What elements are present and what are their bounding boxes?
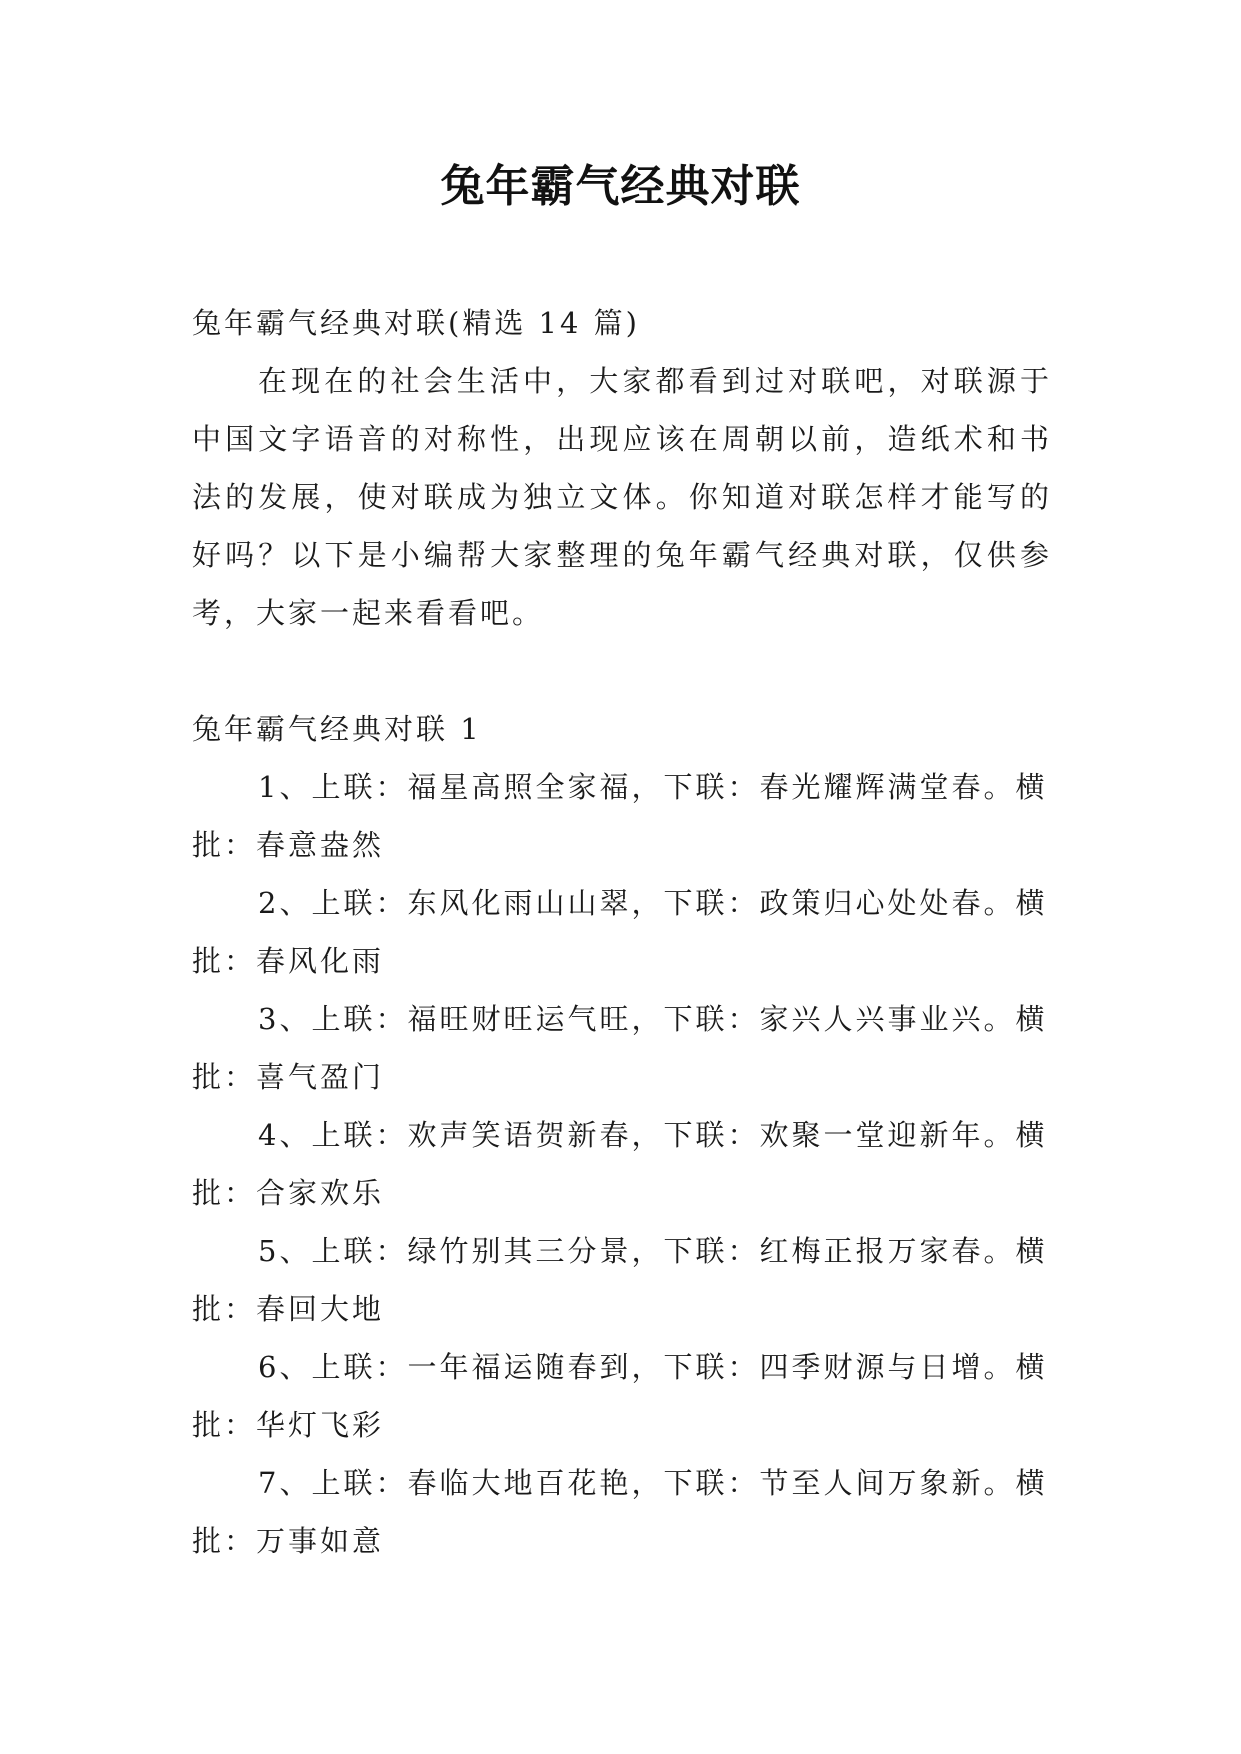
couplet-item: 6、上联：一年福运随春到，下联：四季财源与日增。横批：华灯飞彩 (192, 1350, 1048, 1442)
couplet-item: 7、上联：春临大地百花艳，下联：节至人间万象新。横批：万事如意 (192, 1466, 1048, 1558)
couplet-item: 5、上联：绿竹别其三分景，下联：红梅正报万家春。横批：春回大地 (192, 1234, 1048, 1326)
section-heading: 兔年霸气经典对联 1 (192, 712, 482, 746)
document-body (192, 294, 1052, 1570)
document-subtitle: 兔年霸气经典对联(精选 14 篇) (192, 306, 640, 340)
couplet-item: 1、上联：福星高照全家福，下联：春光耀辉满堂春。横批：春意盎然 (192, 770, 1048, 862)
intro-paragraph: 在现在的社会生活中，大家都看到过对联吧，对联源于中国文字语音的对称性，出现应该在周朝以前，造纸术和书法的发展，使对联成为独立文体。你知道对联怎样才能写的好吗？以下是小编帮大家整理的兔年霸气经典对联，仅供参考，大家一起来看看吧。 (192, 364, 1052, 630)
document-title: 兔年霸气经典对联 (440, 161, 801, 212)
couplet-item: 2、上联：东风化雨山山翠，下联：政策归心处处春。横批：春风化雨 (192, 886, 1048, 978)
couplet-item: 3、上联：福旺财旺运气旺，下联：家兴人兴事业兴。横批：喜气盈门 (192, 1002, 1048, 1094)
couplet-item: 4、上联：欢声笑语贺新春，下联：欢聚一堂迎新年。横批：合家欢乐 (192, 1118, 1048, 1210)
